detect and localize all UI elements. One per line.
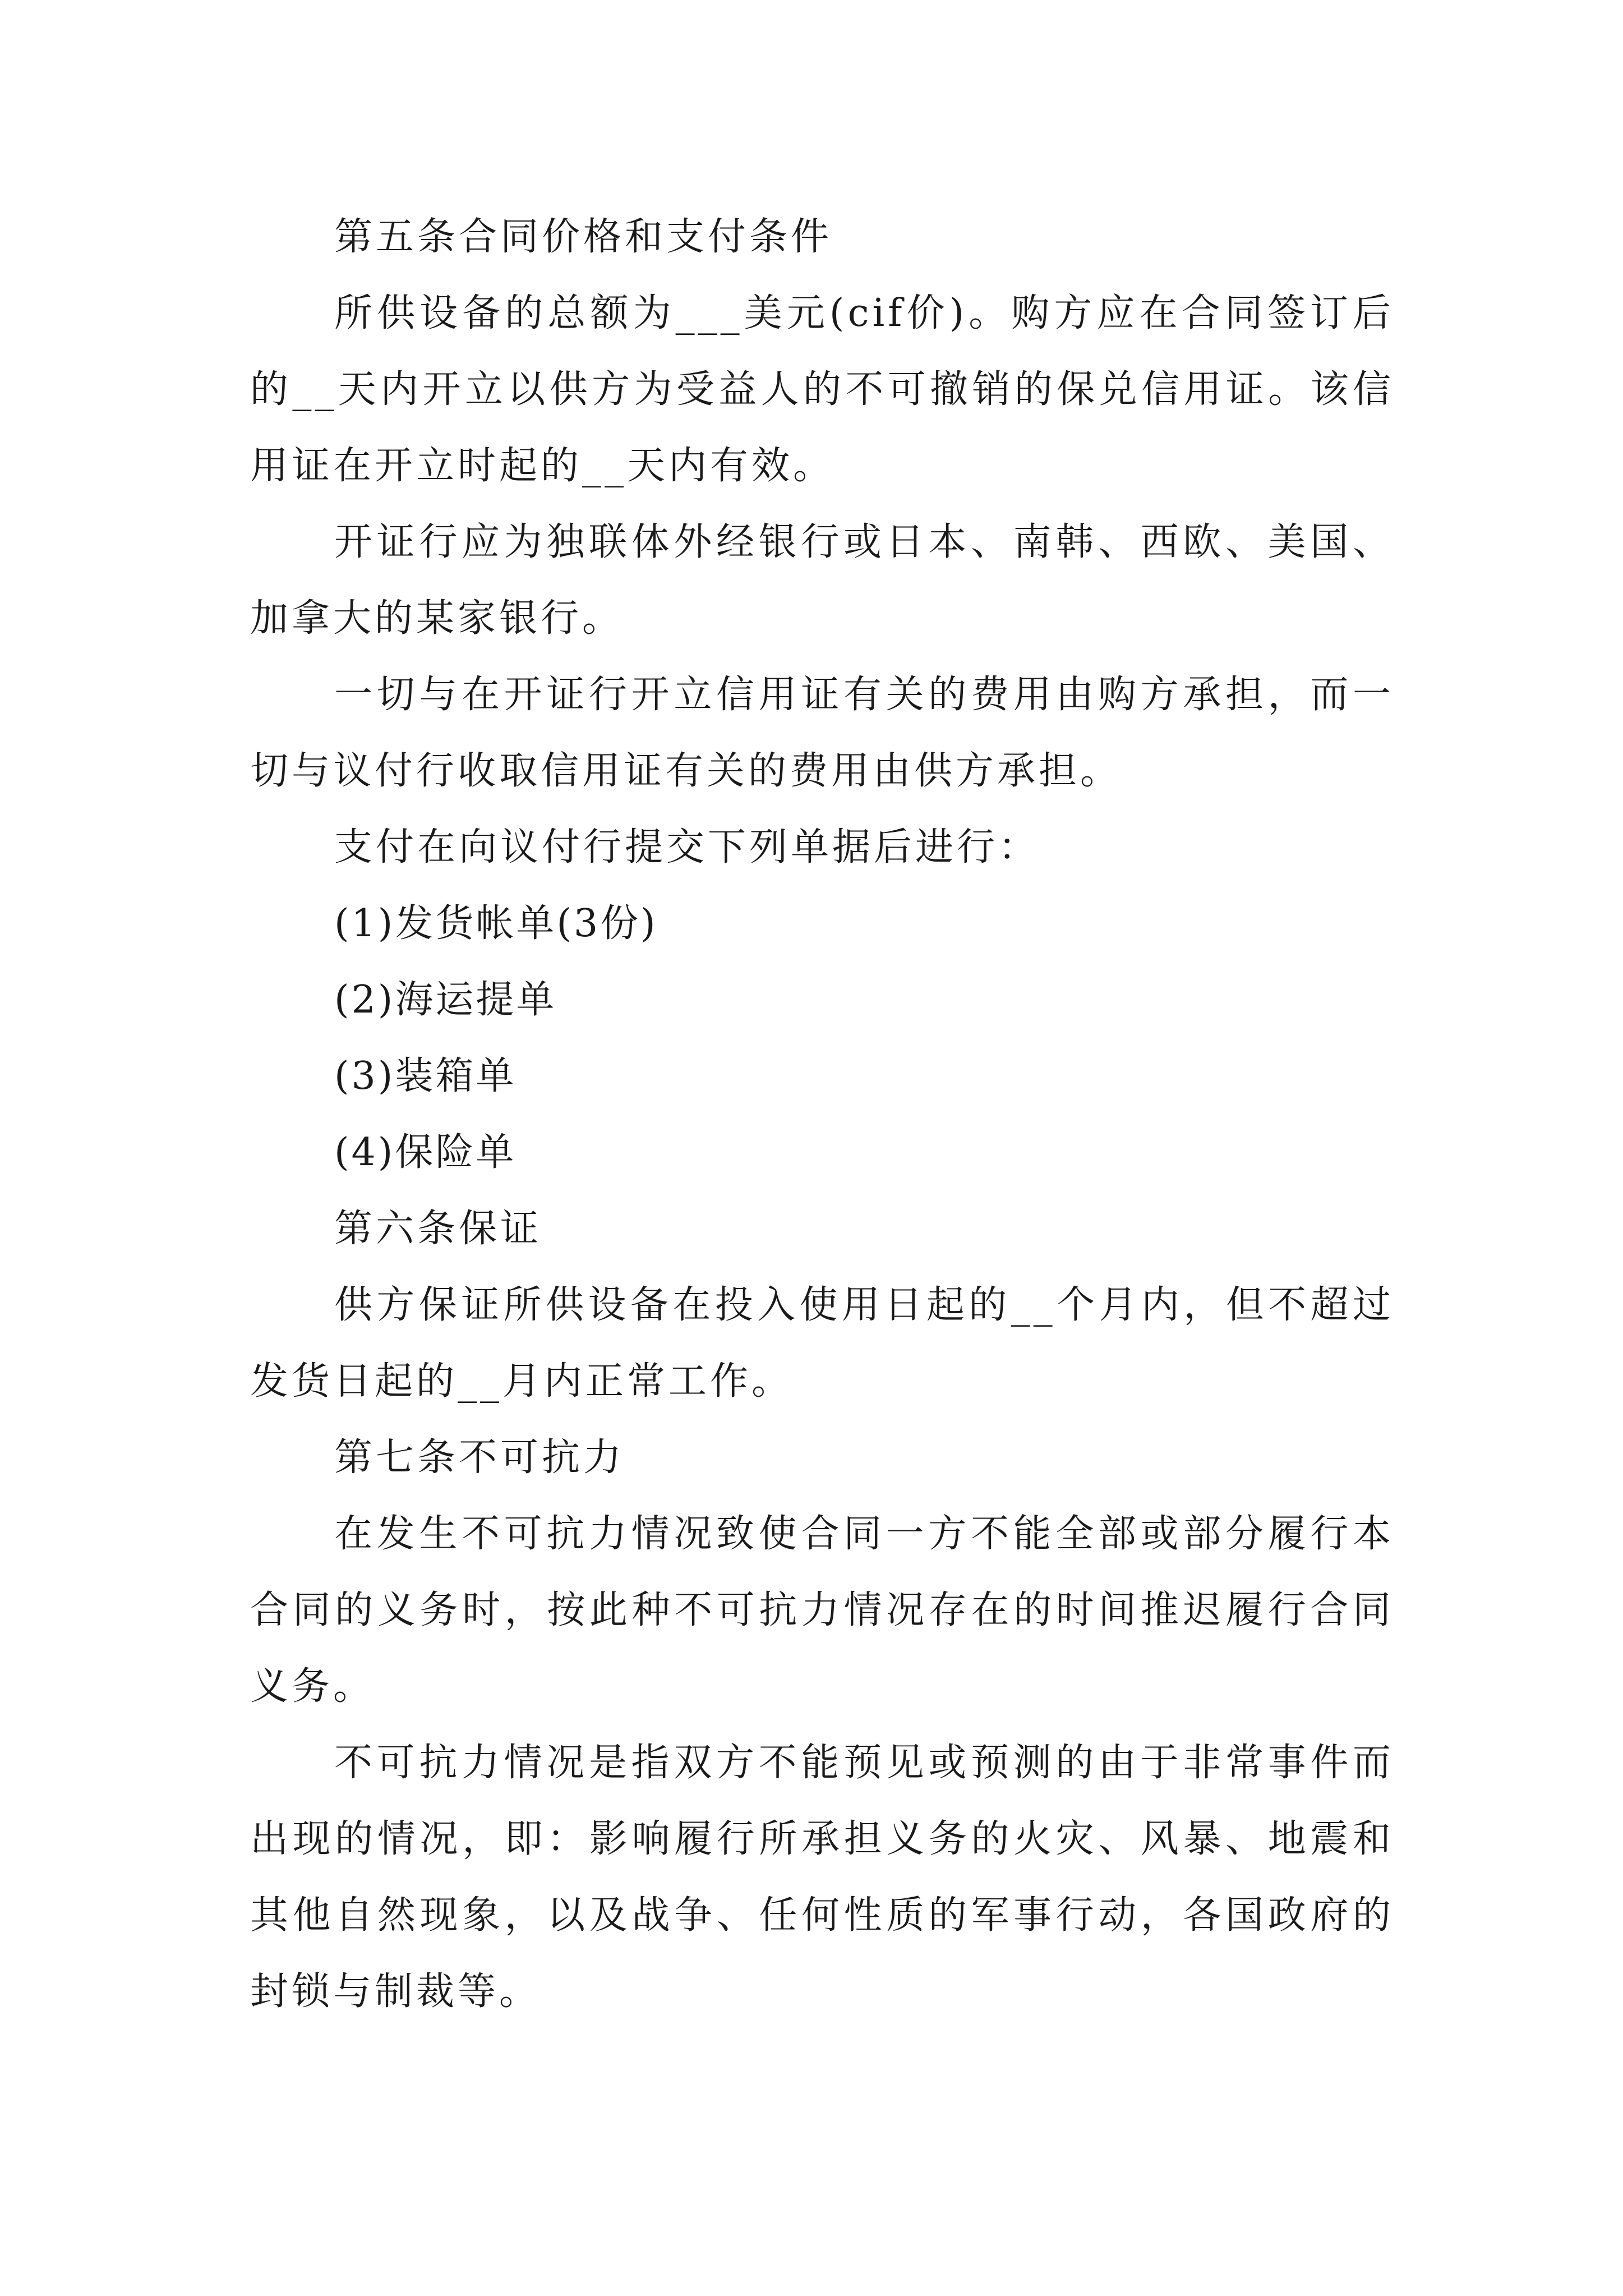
- paragraph-force-majeure-definition: 不可抗力情况是指双方不能预见或预测的由于非常事件而出现的情况，即：影响履行所承担义务的火灾、风暴、地震和其他自然现象，以及战争、任何性质的军事行动，各国政府的封锁与制裁等。: [250, 1741, 1394, 2014]
- document-body: [250, 199, 1394, 2030]
- paragraph-total-amount: 所供设备的总额为___美元(cif价)。购方应在合同签订后的__天内开立以供方为受益人的不可撤销的保兑信用证。该信用证在开立时起的__天内有效。: [250, 291, 1394, 488]
- paragraph-payment-documents: 支付在向议付行提交下列单据后进行：: [334, 825, 1040, 869]
- paragraph-force-majeure-delay: 在发生不可抗力情况致使合同一方不能全部或部分履行本合同的义务时，按此种不可抗力情况存在的时间推迟履行合同义务。: [250, 1512, 1394, 1709]
- list-item-invoice: (1)发货帐单(3份): [334, 901, 658, 946]
- paragraph-warranty: 供方保证所供设备在投入使用日起的__个月内，但不超过发货日起的__月内正常工作。: [250, 1283, 1394, 1404]
- section-heading-6: 第六条保证: [334, 1207, 542, 1251]
- section-heading-7: 第七条不可抗力: [334, 1435, 625, 1480]
- list-item-bill-of-lading: (2)海运提单: [334, 978, 557, 1022]
- list-item-packing-list: (3)装箱单: [334, 1054, 517, 1098]
- paragraph-fees: 一切与在开证行开立信用证有关的费用由购方承担，而一切与议付行收取信用证有关的费用由供方承担。: [250, 673, 1394, 793]
- section-heading-5: 第五条合同价格和支付条件: [334, 215, 833, 259]
- list-item-insurance-policy: (4)保险单: [334, 1130, 517, 1175]
- paragraph-issuing-bank: 开证行应为独联体外经银行或日本、南韩、西欧、美国、加拿大的某家银行。: [250, 520, 1394, 641]
